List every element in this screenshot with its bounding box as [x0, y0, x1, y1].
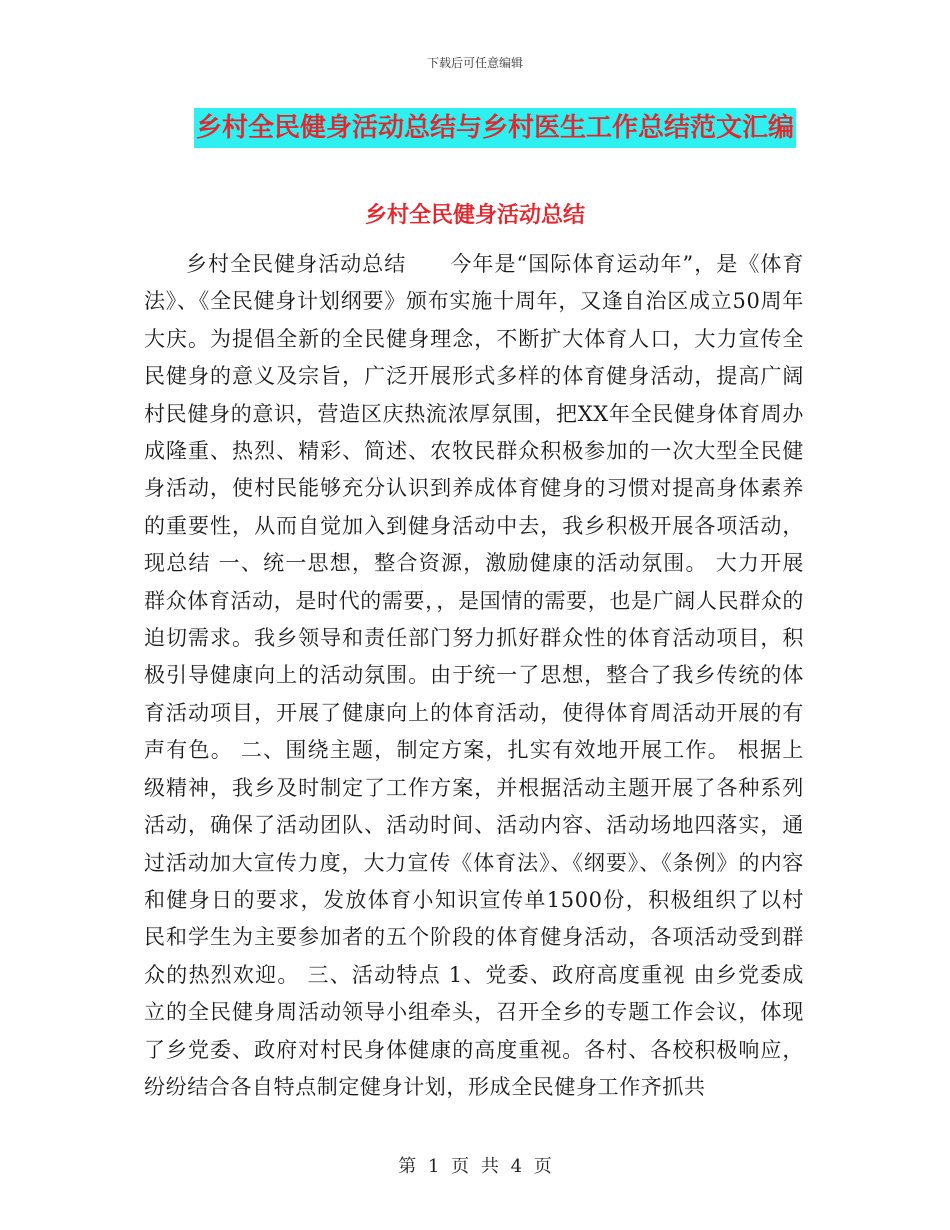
main-title-container — [194, 108, 802, 148]
body-paragraph: 乡村全民健身活动总结 今年是“国际体育运动年”，是《体育法》、《全民健身计划纲要》颁布实施十周年，又逢自治区成立50周年大庆。为提倡全新的全民健身理念，不断扩大体育人口，大力宣传全民健身的意义及宗旨，广泛开展形式多样的体育健身活动，提高广阔村民健身的意识，营造区庆热流浓厚氛围，把XX年全民健身体育周办成隆重、热烈、精彩、简述、农牧民群众积极参加的一次大型全民健身活动，使村民能够充分认识到养成体育健身的习惯对提高身体素养的重要性，从而自觉加入到健身活动中去，我乡积极开展各项活动，现总结 一、统一思想，整合资源，激励健康的活动氛围。 大力开展群众体育活动，是时代的需要，，是国情的需要，也是广阔人民群众的迫切需求。我乡领导和责任部门努力抓好群众性的体育活动项目，积极引导健康向上的活动氛围。由于统一了思想，整合了我乡传统的体育活动项目，开展了健康向上的体育活动，使得体育周活动开展的有声有色。 二、围绕主题，制定方案，扎实有效地开展工作。 根据上级精神，我乡及时制定了工作方案，并根据活动主题开展了各种系列活动，确保了活动团队、活动时间、活动内容、活动场地四落实，通过活动加大宣传力度，大力宣传《体育法》、《纲要》、《条例》的内容和健身日的要求，发放体育小知识宣传单1500份，积极组织了以村民和学生为主要参加者的五个阶段的体育健身活动，各项活动受到群众的热烈欢迎。 三、活动特点 1、党委、政府高度重视 由乡党委成立的全民健身周活动领导小组牵头，召开全乡的专题工作会议，体现了乡党委、政府对村民身体健康的高度重视。各村、各校积极响应，纷纷结合各自特点制定健身计划，形成全民健身工作齐抓共 — [144, 252, 804, 1099]
page-footer: 第 1 页 共 4 页 — [398, 1156, 552, 1177]
main-title: 乡村全民健身活动总结与乡村医生工作总结范文汇编 — [194, 108, 796, 148]
section-title: 乡村全民健身活动总结 — [364, 203, 585, 228]
header-note: 下载后可任意编辑 — [426, 56, 523, 70]
